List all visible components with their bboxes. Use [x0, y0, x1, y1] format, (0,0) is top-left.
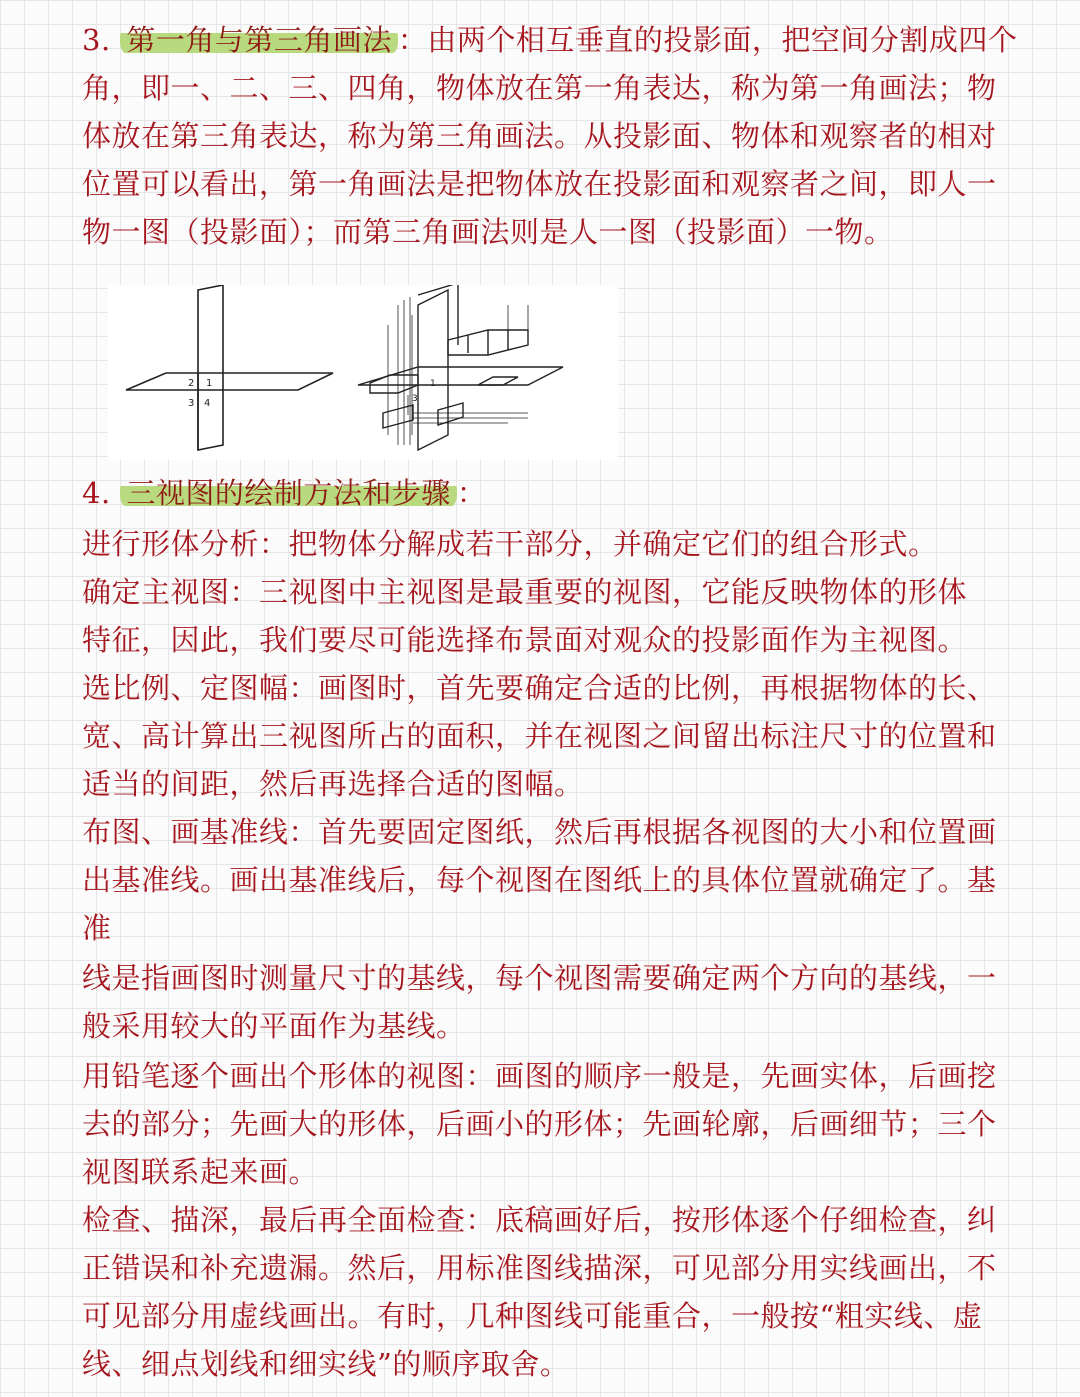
quadrant-label-2: 2: [188, 378, 195, 389]
section3-line-4: 位置可以看出，第一角画法是把物体放在投影面和观察者之间，即人一: [82, 167, 997, 201]
section3-number: 3.: [82, 23, 111, 57]
section4-heading-highlight: 三视图的绘制方法和步骤: [120, 476, 457, 510]
section4-line-7: 布图、画基准线：首先要固定图纸，然后再根据各视图的大小和位置画: [82, 815, 997, 849]
section4-line-9: 准: [82, 911, 112, 945]
section4-number: 4.: [82, 476, 111, 510]
quadrant-label-1: 1: [206, 378, 213, 389]
section4-line-3: 特征，因此，我们要尽可能选择布景面对观众的投影面作为主视图。: [82, 623, 968, 657]
projection-label-3: 3: [412, 394, 418, 404]
section3-line-5: 物一图（投影面）；而第三角画法则是人一图（投影面）一物。: [82, 215, 894, 249]
section4-heading-colon: ：: [456, 476, 487, 510]
projection-diagram: [108, 285, 618, 460]
section3-title-line: [82, 20, 1018, 60]
section4-line-1: 进行形体分析：把物体分解成若干部分，并确定它们的组合形式。: [82, 527, 938, 561]
section4-line-13: 去的部分；先画大的形体，后画小的形体；先画轮廓，后画细节；三个: [82, 1107, 997, 1141]
quadrant-label-4: 4: [204, 398, 211, 409]
section4-title-line: [82, 473, 1002, 513]
quadrant-label-3: 3: [188, 398, 195, 409]
section4-line-4: 选比例、定图幅：画图时，首先要确定合适的比例，再根据物体的长、: [82, 671, 997, 705]
section4-line-2: 确定主视图：三视图中主视图是最重要的视图，它能反映物体的形体: [82, 575, 968, 609]
projection-figure: [108, 285, 618, 460]
section4-line-12: 用铅笔逐个画出个形体的视图：画图的顺序一般是，先画实体，后画挖: [82, 1059, 997, 1093]
section4-line-6: 适当的间距，然后再选择合适的图幅。: [82, 767, 584, 801]
section3-line-3: 体放在第三角表达，称为第三角画法。从投影面、物体和观察者的相对: [82, 119, 997, 153]
section3-line-1: ：由两个相互垂直的投影面，把空间分割成四个: [397, 23, 1018, 57]
section4-line-10: 线是指画图时测量尺寸的基线，每个视图需要确定两个方向的基线，一: [82, 961, 997, 995]
section3-heading-highlight: 第一角与第三角画法: [120, 23, 398, 57]
section4-line-8: 出基准线。画出基准线后，每个视图在图纸上的具体位置就确定了。基: [82, 863, 997, 897]
projection-label-1: 1: [430, 379, 436, 389]
section4-line-5: 宽、高计算出三视图所占的面积，并在视图之间留出标注尺寸的位置和: [82, 719, 997, 753]
section3-line-2: 角，即一、二、三、四角，物体放在第一角表达，称为第一角画法；物: [82, 71, 997, 105]
section4-line-18: 线、细点划线和细实线”的顺序取舍。: [82, 1347, 570, 1381]
section4-line-14: 视图联系起来画。: [82, 1155, 319, 1189]
section4-line-16: 正错误和补充遗漏。然后，用标准图线描深，可见部分用实线画出，不: [82, 1251, 997, 1285]
section4-line-17: 可见部分用虚线画出。有时，几种图线可能重合，一般按“粗实线、虚: [82, 1299, 983, 1333]
section4-line-11: 般采用较大的平面作为基线。: [82, 1009, 466, 1043]
section4-line-15: 检查、描深，最后再全面检查：底稿画好后，按形体逐个仔细检查，纠: [82, 1203, 997, 1237]
